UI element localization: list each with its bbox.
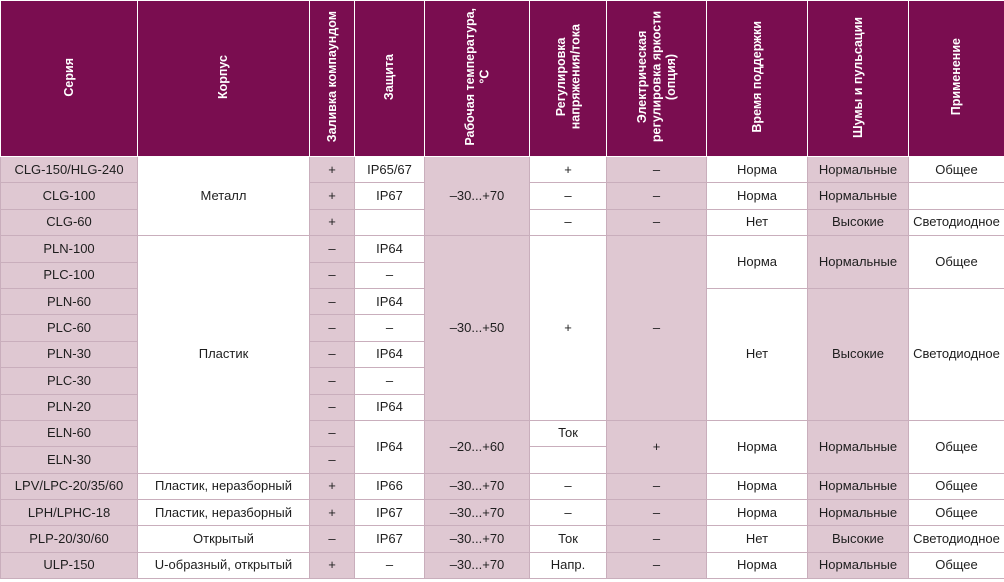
application-cell: Общее [909,473,1004,499]
header-application: Применение [909,1,1004,157]
series-cell: ULP-150 [1,552,138,578]
noise-cell: Нормальные [808,500,909,526]
protection-cell: – [355,315,425,341]
potting-cell: + [310,500,355,526]
noise-cell: Нормальные [808,552,909,578]
holdup-cell: Норма [707,183,808,209]
series-cell: PLN-100 [1,236,138,262]
temperature-cell: –30...+70 [425,526,530,552]
dimming-cell: – [607,157,707,183]
temperature-cell: –20...+60 [425,420,530,473]
dimming-cell: – [607,236,707,421]
holdup-cell: Норма [707,236,808,289]
application-cell: Общее [909,236,1004,289]
application-cell: Общее [909,157,1004,183]
noise-cell: Нормальные [808,420,909,473]
holdup-cell: Норма [707,473,808,499]
noise-cell: Нормальные [808,183,909,209]
regulation-cell: – [530,209,607,235]
potting-cell: – [310,341,355,367]
potting-cell: – [310,420,355,446]
protection-cell: – [355,552,425,578]
header-series: Серия [1,1,138,157]
regulation-cell: + [530,157,607,183]
protection-cell: – [355,368,425,394]
regulation-cell [530,447,607,473]
regulation-cell: – [530,473,607,499]
dimming-cell: – [607,209,707,235]
header-holdup: Время поддержки [707,1,808,157]
series-cell: PLN-60 [1,288,138,314]
potting-cell: – [310,315,355,341]
protection-cell: IP65/67 [355,157,425,183]
dimming-cell: + [607,420,707,473]
potting-cell: – [310,447,355,473]
potting-cell: – [310,262,355,288]
housing-cell: U-образный, открытый [138,552,310,578]
series-cell: LPV/LPC-20/35/60 [1,473,138,499]
table-row [1,552,1004,578]
potting-cell: – [310,526,355,552]
series-cell: ELN-30 [1,447,138,473]
application-cell: Общее [909,552,1004,578]
potting-cell: – [310,368,355,394]
protection-cell [355,209,425,235]
protection-cell: IP67 [355,526,425,552]
dimming-cell: – [607,183,707,209]
dimming-cell: – [607,473,707,499]
series-cell: PLN-20 [1,394,138,420]
header-protection: Защита [355,1,425,157]
series-cell: PLC-60 [1,315,138,341]
series-cell: PLC-100 [1,262,138,288]
regulation-cell: Ток [530,420,607,446]
series-cell: ELN-60 [1,420,138,446]
series-cell: CLG-150/HLG-240 [1,157,138,183]
header-row [1,1,1004,157]
series-cell: CLG-100 [1,183,138,209]
temperature-cell: –30...+70 [425,473,530,499]
application-cell: Светодиодное [909,209,1004,235]
housing-cell: Пластик [138,236,310,474]
protection-cell: IP67 [355,183,425,209]
series-cell: PLP-20/30/60 [1,526,138,552]
holdup-cell: Нет [707,526,808,552]
holdup-cell: Норма [707,157,808,183]
regulation-cell: – [530,500,607,526]
housing-cell: Металл [138,157,310,236]
temperature-cell: –30...+70 [425,157,530,236]
series-cell: CLG-60 [1,209,138,235]
potting-cell: + [310,473,355,499]
header-housing: Корпус [138,1,310,157]
protection-cell: IP64 [355,394,425,420]
table-row [1,500,1004,526]
potting-cell: – [310,288,355,314]
potting-cell: + [310,209,355,235]
protection-cell: IP66 [355,473,425,499]
noise-cell: Нормальные [808,157,909,183]
dimming-cell: – [607,500,707,526]
potting-cell: + [310,157,355,183]
housing-cell: Пластик, неразборный [138,473,310,499]
potting-cell: + [310,183,355,209]
potting-cell: + [310,552,355,578]
noise-cell: Нормальные [808,473,909,499]
series-cell: LPH/LPHC-18 [1,500,138,526]
housing-cell: Пластик, неразборный [138,500,310,526]
holdup-cell: Норма [707,420,808,473]
holdup-cell: Норма [707,500,808,526]
protection-cell: – [355,262,425,288]
header-noise: Шумы и пульсации [808,1,909,157]
protection-cell: IP64 [355,288,425,314]
application-cell: Светодиодное [909,288,1004,420]
housing-cell: Открытый [138,526,310,552]
dimming-cell: – [607,526,707,552]
regulation-cell: – [530,183,607,209]
temperature-cell: –30...+70 [425,500,530,526]
table-row [1,526,1004,552]
header-regulation: Регулировка напряжения/тока [530,1,607,157]
table-row [1,157,1004,183]
regulation-cell: + [530,236,607,421]
regulation-cell: Ток [530,526,607,552]
application-cell [909,183,1004,209]
noise-cell: Высокие [808,209,909,235]
header-dimming: Электрическая регулировка яркости (опция) [607,1,707,157]
application-cell: Общее [909,420,1004,473]
holdup-cell: Норма [707,552,808,578]
potting-cell: – [310,236,355,262]
holdup-cell: Нет [707,288,808,420]
application-cell: Общее [909,500,1004,526]
series-cell: PLN-30 [1,341,138,367]
protection-cell: IP64 [355,341,425,367]
potting-cell: – [310,394,355,420]
regulation-cell: Напр. [530,552,607,578]
temperature-cell: –30...+70 [425,552,530,578]
holdup-cell: Нет [707,209,808,235]
table-row [1,473,1004,499]
protection-cell: IP64 [355,420,425,473]
dimming-cell: – [607,552,707,578]
header-potting: Заливка компаундом [310,1,355,157]
header-temperature: Рабочая температура, °С [425,1,530,157]
protection-cell: IP64 [355,236,425,262]
table-row [1,236,1004,262]
temperature-cell: –30...+50 [425,236,530,421]
noise-cell: Нормальные [808,236,909,289]
noise-cell: Высокие [808,288,909,420]
protection-cell: IP67 [355,500,425,526]
noise-cell: Высокие [808,526,909,552]
series-cell: PLC-30 [1,368,138,394]
application-cell: Светодиодное [909,526,1004,552]
